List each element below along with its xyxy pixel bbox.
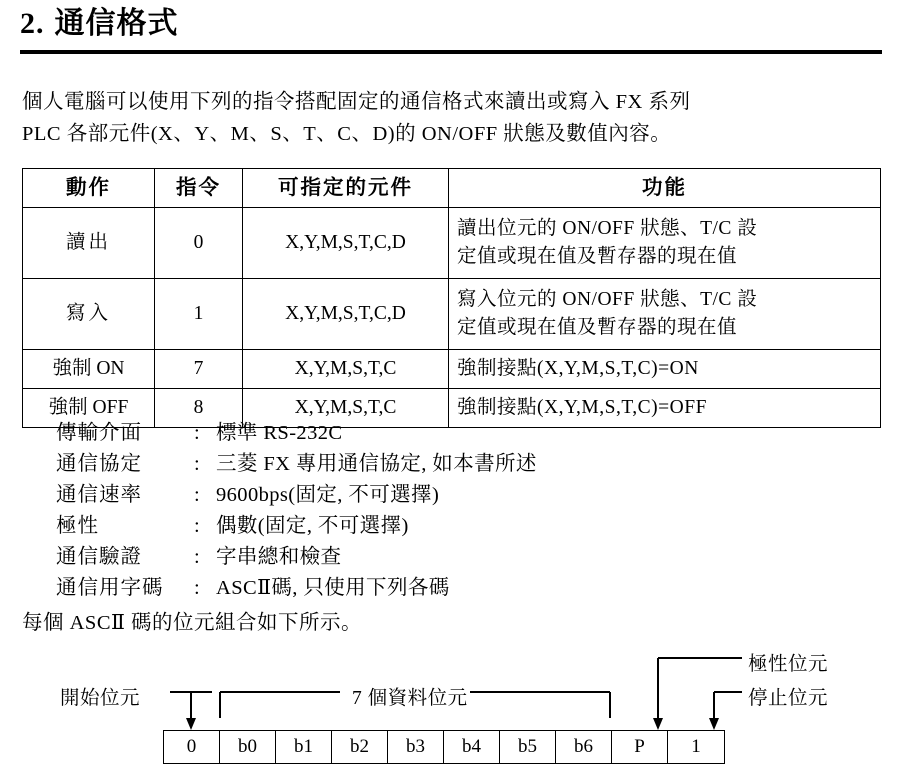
- spec-value: 9600bps(固定, 不可選擇): [216, 484, 440, 506]
- cell-function: 強制接點(X,Y,M,S,T,C)=ON: [449, 350, 881, 389]
- note-text: 每個 ASCⅡ 碼的位元組合如下所示。: [22, 612, 363, 634]
- bit-cell: b2: [332, 731, 388, 763]
- spec-term: 通信協定: [56, 453, 142, 475]
- bit-cell: b3: [388, 731, 444, 763]
- cell-devices: X,Y,M,S,T,C: [243, 350, 449, 389]
- cell-function-line-1: 寫入位元的 ON/OFF 狀態、T/C 設: [457, 289, 758, 310]
- page-title: [20, 4, 880, 44]
- spec-item: [56, 480, 537, 511]
- spec-value: 三菱 FX 專用通信協定, 如本書所述: [216, 453, 537, 475]
- spec-term: 通信驗證: [56, 546, 142, 568]
- spec-colon: :: [194, 422, 200, 444]
- cell-function-line-2: 定值或現在值及暫存器的現在值: [457, 317, 738, 338]
- bit-cell: b5: [500, 731, 556, 763]
- spec-item: [56, 542, 537, 573]
- command-format-table: [22, 168, 881, 428]
- specification-list: [56, 418, 537, 604]
- column-header-devices: 可指定的元件: [243, 169, 449, 208]
- spec-value: 偶數(固定, 不可選擇): [216, 515, 409, 537]
- cell-action: 寫入: [23, 279, 155, 350]
- bit-cell: b4: [444, 731, 500, 763]
- table-header-row: [23, 169, 881, 208]
- bit-cell: P: [612, 731, 668, 763]
- spec-colon: :: [194, 515, 200, 537]
- cell-command: 0: [155, 208, 243, 279]
- section-number: 2.: [20, 7, 45, 40]
- cell-devices: X,Y,M,S,T,C,D: [243, 279, 449, 350]
- spec-term: 極性: [56, 515, 99, 537]
- column-header-command: 指令: [155, 169, 243, 208]
- cell-function: [449, 279, 881, 350]
- spec-item: [56, 418, 537, 449]
- bit-cells: [163, 730, 725, 764]
- spec-colon: :: [194, 546, 200, 568]
- cell-function-line-1: 讀出位元的 ON/OFF 狀態、T/C 設: [457, 218, 758, 239]
- section-title: 通信格式: [54, 7, 179, 40]
- table-row: [23, 350, 881, 389]
- cell-function: [449, 208, 881, 279]
- spec-value: ASCⅡ碼, 只使用下列各碼: [216, 577, 450, 599]
- table-row: [23, 208, 881, 279]
- cell-action: 強制 ON: [23, 350, 155, 389]
- cell-devices: X,Y,M,S,T,C,D: [243, 208, 449, 279]
- label-start-bit: 開始位元: [60, 688, 141, 709]
- column-header-function: 功能: [449, 169, 881, 208]
- column-header-action: 動作: [23, 169, 155, 208]
- cell-function: 強制接點(X,Y,M,S,T,C)=OFF: [449, 389, 881, 428]
- spec-item: [56, 449, 537, 480]
- bit-cell: b0: [220, 731, 276, 763]
- cell-command: 1: [155, 279, 243, 350]
- spec-colon: :: [194, 453, 200, 475]
- bit-frame-diagram: [0, 640, 903, 767]
- spec-colon: :: [194, 484, 200, 506]
- spec-term: 傳輸介面: [56, 422, 142, 444]
- spec-term: 通信用字碼: [56, 577, 164, 599]
- bit-cell: b1: [276, 731, 332, 763]
- cell-action: 強制 OFF: [23, 389, 155, 428]
- table-row: [23, 279, 881, 350]
- spec-colon: :: [194, 577, 200, 599]
- bit-cell: b6: [556, 731, 612, 763]
- cell-function-line-2: 定值或現在值及暫存器的現在值: [457, 246, 738, 267]
- cell-command: 7: [155, 350, 243, 389]
- label-data-bits: 7 個資料位元: [352, 688, 468, 709]
- spec-term: 通信速率: [56, 484, 142, 506]
- cell-action: 讀出: [23, 208, 155, 279]
- label-polarity-bit: 極性位元: [748, 654, 829, 675]
- cell-command: 8: [155, 389, 243, 428]
- spec-value: 標準 RS-232C: [216, 422, 343, 444]
- spec-value: 字串總和檢查: [216, 546, 342, 568]
- spec-item: [56, 573, 537, 604]
- intro-paragraph: [22, 86, 882, 150]
- intro-line-1: 個人電腦可以使用下列的指令搭配固定的通信格式來讀出或寫入 FX 系列: [22, 91, 691, 113]
- intro-line-2: PLC 各部元件(X、Y、M、S、T、C、D)的 ON/OFF 狀態及數值內容。: [22, 123, 672, 145]
- bit-cell: 0: [164, 731, 220, 763]
- cell-devices: X,Y,M,S,T,C: [243, 389, 449, 428]
- spec-item: [56, 511, 537, 542]
- label-stop-bit: 停止位元: [748, 688, 829, 709]
- heading-divider: [20, 50, 882, 54]
- bit-cell: 1: [691, 736, 701, 757]
